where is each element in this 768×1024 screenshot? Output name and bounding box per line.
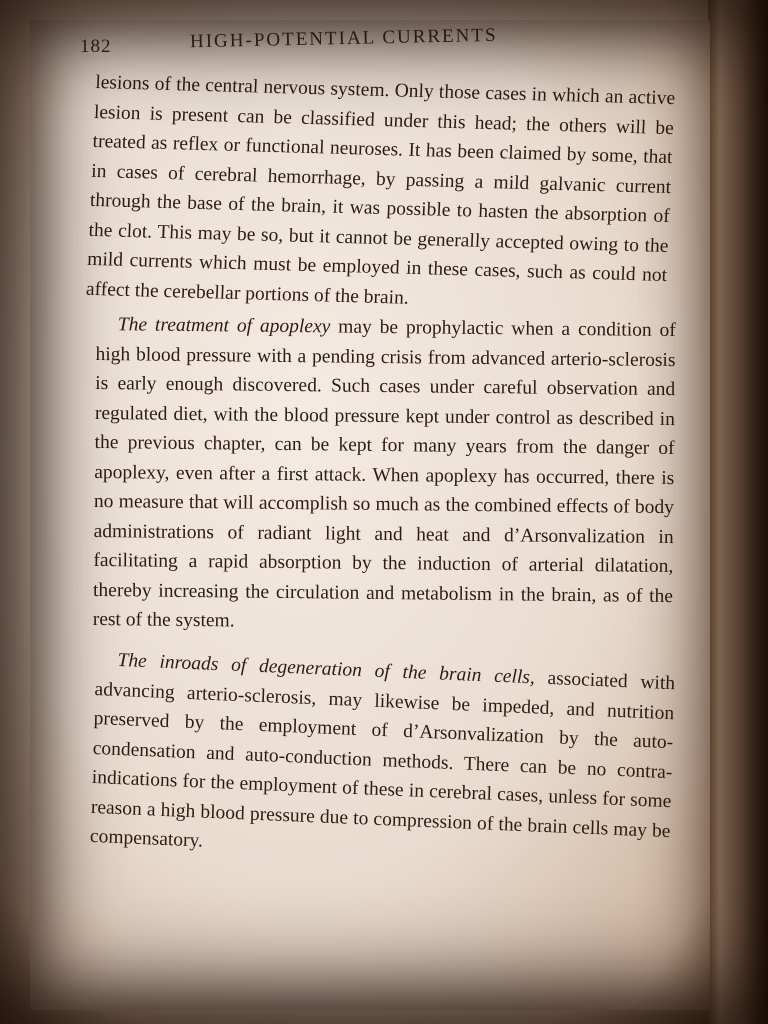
paragraph-2-lead: The treatment of apoplexy (117, 314, 331, 338)
paragraph-3-lead: The inroads of degeneration of the brain cells, (117, 649, 536, 688)
body-text (85, 68, 676, 852)
page-edge (708, 0, 768, 1024)
paragraph-1 (85, 68, 675, 320)
paragraph-2-text: may be prophylactic when a condition of high blood pressure with a pending crisis from advanced arterio-sclerosis is early enough discovered. Such cases under careful observation and regulated diet, with the blood pressure kept under control as described in the previous chapter, can be kept for many years from the danger of apoplexy, even after a first attack. When apoplexy has occurred, there is no measure that will accomplish so much as the combined effects of body administrations of radiant light and heat and d’Arsonvalization in facilitating a rapid absorption by the induction of arterial dilatation, thereby increasing the circulation and metabolism in the brain, as of the rest of the system. (92, 316, 676, 632)
paragraph-3 (90, 645, 676, 876)
running-head: HIGH-POTENTIAL CURRENTS (189, 24, 498, 53)
paragraph-1-text: lesions of the central nervous system. Only those cases in which an active lesion is present can be classified under this head; the others will be treated as reflex or functional neuroses. It has been claimed by some, that in cases of cerebral hemorrhage, by passing a mild galvanic current through the base of the brain, it was possible to hasten the absorption of the clot. This may be so, but it cannot be generally accepted owing to the mild currents which must be employed in these cases, such as could not affect the cerebellar portions of the brain. (85, 71, 676, 309)
paragraph-2 (93, 310, 676, 641)
page-number: 182 (80, 36, 112, 57)
paragraph-3-text: associated with advancing arterio-sclerosis, may likewise be impeded, and nutrition preserved by the employment of d’Arsonvalization by the auto-condensation and auto-conduction methods. There can be no contra-indications for the employment of these in cerebral cases, unless for some reason a high blood pressure due to compression of the brain cells may be compensatory. (89, 666, 676, 852)
